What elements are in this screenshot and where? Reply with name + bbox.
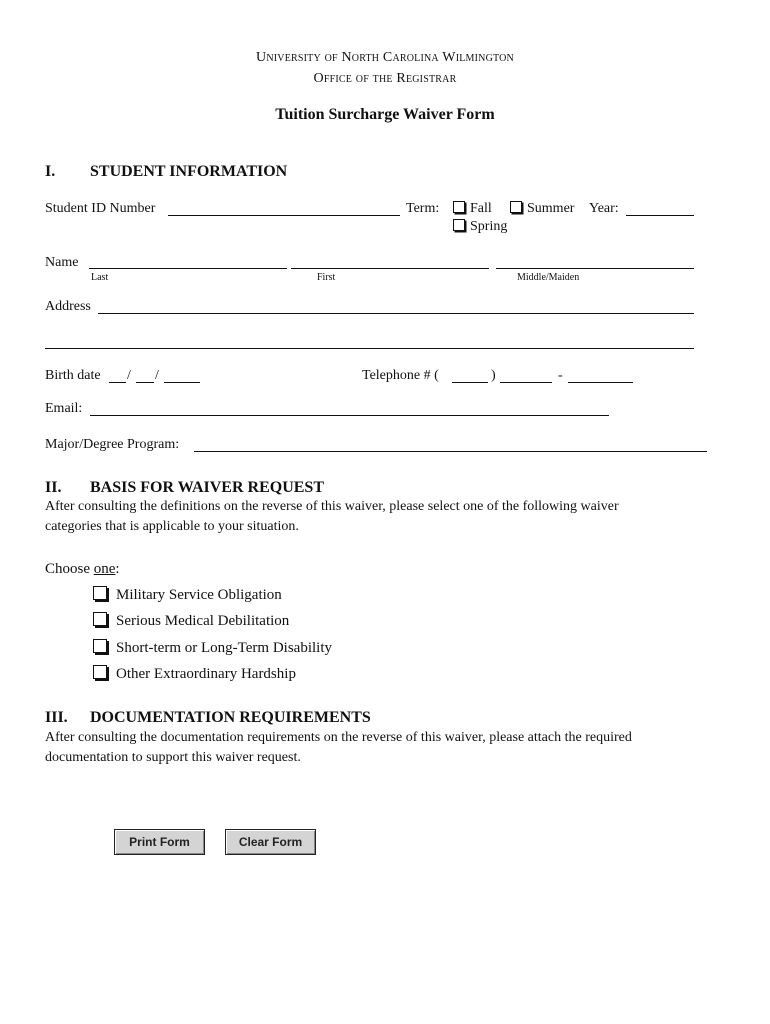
major-field[interactable]: [194, 451, 707, 452]
major-label: Major/Degree Program:: [45, 437, 180, 452]
birth-month-field[interactable]: [109, 382, 126, 383]
form-title: Tuition Surcharge Waiver Form: [275, 106, 495, 123]
phone-prefix-field[interactable]: [500, 382, 552, 383]
area-code-field[interactable]: [452, 382, 488, 383]
last-name-field[interactable]: [89, 268, 287, 269]
email-field[interactable]: [90, 415, 609, 416]
university-name: University of North Carolina Wilmington: [256, 50, 514, 65]
middle-name-field[interactable]: [496, 268, 694, 269]
office-name: Office of the Registrar: [313, 71, 457, 86]
term-label: Term:: [406, 201, 440, 216]
first-name-field[interactable]: [291, 268, 489, 269]
email-label: Email:: [45, 401, 83, 416]
term-summer-label: Summer: [527, 201, 575, 216]
section-3-text-1: After consulting the documentation requirements on the reverse of this waiver, please attach the required: [45, 730, 632, 745]
telephone-dash: -: [558, 368, 563, 383]
address-field-line-2[interactable]: [45, 348, 694, 349]
term-spring-label: Spring: [470, 219, 508, 234]
address-label: Address: [45, 299, 91, 314]
waiver-option-label: Other Extraordinary Hardship: [116, 666, 296, 682]
section-3-title: DOCUMENTATION REQUIREMENTS: [90, 709, 371, 726]
section-1-title: STUDENT INFORMATION: [90, 163, 288, 180]
section-3-number: III.: [45, 709, 68, 726]
choose-prefix: Choose: [45, 561, 94, 577]
checkbox-icon[interactable]: [453, 201, 465, 213]
waiver-option-medical[interactable]: [93, 612, 289, 630]
choose-one-label: [45, 561, 120, 578]
birth-year-field[interactable]: [164, 382, 200, 383]
last-sublabel: Last: [91, 272, 109, 283]
student-id-label: Student ID Number: [45, 201, 156, 216]
first-sublabel: First: [317, 272, 336, 283]
telephone-close-paren: ): [491, 368, 496, 383]
choose-emphasis: one: [93, 561, 116, 577]
term-summer-option[interactable]: [510, 201, 574, 217]
checkbox-icon[interactable]: [93, 639, 107, 653]
checkbox-icon[interactable]: [510, 201, 522, 213]
phone-line-field[interactable]: [568, 382, 633, 383]
term-fall-label: Fall: [470, 201, 492, 216]
print-form-button[interactable]: Print Form: [114, 829, 205, 855]
section-3-text-2: documentation to support this waiver request.: [45, 750, 301, 765]
birth-date-label: Birth date: [45, 368, 101, 383]
waiver-option-label: Military Service Obligation: [116, 587, 282, 603]
section-2-title: BASIS FOR WAIVER REQUEST: [90, 479, 324, 496]
term-spring-option[interactable]: [453, 219, 507, 235]
birth-day-field[interactable]: [136, 382, 154, 383]
waiver-option-hardship[interactable]: [93, 665, 296, 683]
year-field[interactable]: [626, 215, 694, 216]
waiver-option-label: Short-term or Long-Term Disability: [116, 640, 332, 656]
waiver-option-military[interactable]: [93, 586, 282, 604]
section-2-intro-2: categories that is applicable to your situation.: [45, 519, 299, 534]
birth-sep-2: /: [155, 368, 159, 383]
checkbox-icon[interactable]: [93, 665, 107, 679]
address-field-line-1[interactable]: [98, 313, 694, 314]
clear-form-button[interactable]: Clear Form: [225, 829, 316, 855]
checkbox-icon[interactable]: [93, 586, 107, 600]
section-2-intro-1: After consulting the definitions on the reverse of this waiver, please select one of the following waiver: [45, 499, 619, 514]
waiver-option-disability[interactable]: [93, 639, 332, 657]
telephone-label: Telephone # (: [362, 368, 439, 383]
middle-sublabel: Middle/Maiden: [517, 272, 580, 283]
waiver-option-label: Serious Medical Debilitation: [116, 613, 290, 629]
section-2-number: II.: [45, 479, 62, 496]
student-id-field[interactable]: [168, 215, 400, 216]
checkbox-icon[interactable]: [453, 219, 465, 231]
section-1-number: I.: [45, 163, 56, 180]
choose-suffix: :: [115, 561, 120, 577]
checkbox-icon[interactable]: [93, 612, 107, 626]
birth-sep-1: /: [127, 368, 131, 383]
name-label: Name: [45, 255, 79, 270]
year-label: Year:: [589, 201, 619, 216]
term-fall-option[interactable]: [453, 201, 492, 217]
